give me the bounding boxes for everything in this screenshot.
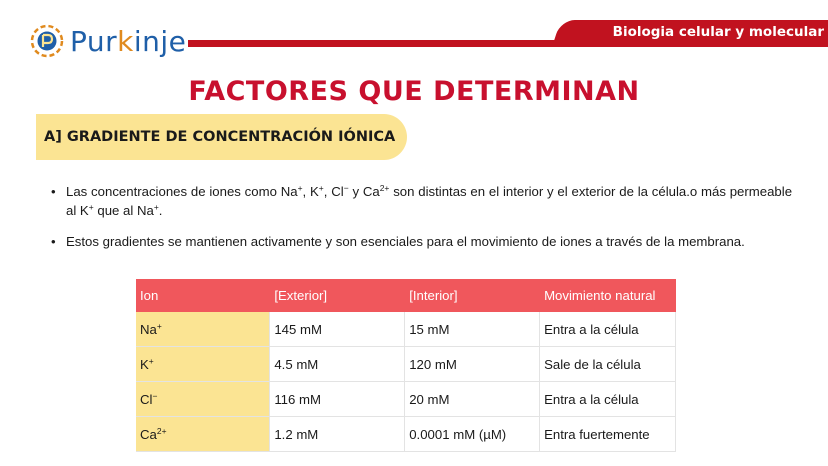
movement-cell: Entra a la célula — [540, 382, 676, 417]
ion-cell — [136, 347, 270, 382]
movement-cell: Entra fuertemente — [540, 417, 676, 452]
interior-cell: 20 mM — [405, 382, 540, 417]
exterior-cell: 1.2 mM — [270, 417, 405, 452]
charge-superscript: + — [297, 183, 303, 193]
exterior-cell: 145 mM — [270, 312, 405, 347]
logo-text-post: inje — [133, 24, 187, 58]
bullet-item — [50, 232, 792, 251]
charge-superscript: − — [343, 183, 349, 193]
ion-symbol: Cl — [140, 391, 153, 407]
bullet-text: que al Na — [93, 203, 154, 218]
ion-concentration-table — [136, 279, 676, 452]
table-row — [136, 347, 676, 382]
ion-charge: − — [152, 390, 158, 401]
ion-symbol: Na — [140, 321, 157, 337]
table-row — [136, 382, 676, 417]
table-row — [136, 312, 676, 347]
ion-charge: + — [148, 355, 154, 366]
bullet-text: , Cl — [323, 184, 344, 199]
charge-superscript: 2+ — [379, 183, 390, 193]
column-header-movement: Movimiento natural — [540, 279, 676, 312]
exterior-cell: 4.5 mM — [270, 347, 405, 382]
movement-cell: Entra a la célula — [540, 312, 676, 347]
ion-cell — [136, 312, 270, 347]
column-header-ion: Ion — [136, 279, 270, 312]
exterior-cell: 116 mM — [270, 382, 405, 417]
ion-cell — [136, 417, 270, 452]
bullet-text: Estos gradientes se mantienen activamente y son esenciales para el movimiento de iones a través de la membrana. — [66, 234, 745, 249]
section-heading — [36, 114, 407, 160]
interior-cell: 120 mM — [405, 347, 540, 382]
purkinje-logo — [30, 24, 186, 58]
ion-symbol: K — [140, 356, 149, 372]
logo-text-k: k — [117, 24, 134, 58]
column-header-exterior: [Exterior] — [270, 279, 405, 312]
ion-charge: 2+ — [156, 425, 167, 436]
neuron-globe-icon — [30, 24, 64, 58]
charge-superscript: + — [153, 202, 159, 212]
movement-cell: Sale de la célula — [540, 347, 676, 382]
bullet-text: . — [158, 203, 163, 218]
bullet-text: Las concentraciones de iones como Na — [66, 184, 298, 199]
ion-cell — [136, 382, 270, 417]
interior-cell: 15 mM — [405, 312, 540, 347]
interior-cell: 0.0001 mM (µM) — [405, 417, 540, 452]
bullet-text: son distintas en el interior y el exterior de la célula.o más permeable al K — [66, 184, 793, 218]
bullet-text: , K — [302, 184, 319, 199]
ion-symbol: Ca — [140, 426, 157, 442]
course-label: Biologia celular y molecular — [612, 24, 824, 40]
table-header-row — [136, 279, 676, 312]
bullet-item — [50, 182, 792, 220]
column-header-interior: [Interior] — [405, 279, 540, 312]
charge-superscript: + — [318, 183, 324, 193]
logo-wordmark — [70, 25, 186, 58]
section-heading-text: A] GRADIENTE DE CONCENTRACIÓN IÓNICA — [44, 129, 396, 145]
bullet-text: y Ca — [348, 184, 380, 199]
bullet-list — [50, 182, 792, 263]
charge-superscript: + — [88, 202, 94, 212]
page-title: FACTORES QUE DETERMINAN — [188, 76, 640, 107]
logo-text-pre: Pur — [70, 24, 118, 58]
ion-charge: + — [156, 320, 162, 331]
table-row — [136, 417, 676, 452]
